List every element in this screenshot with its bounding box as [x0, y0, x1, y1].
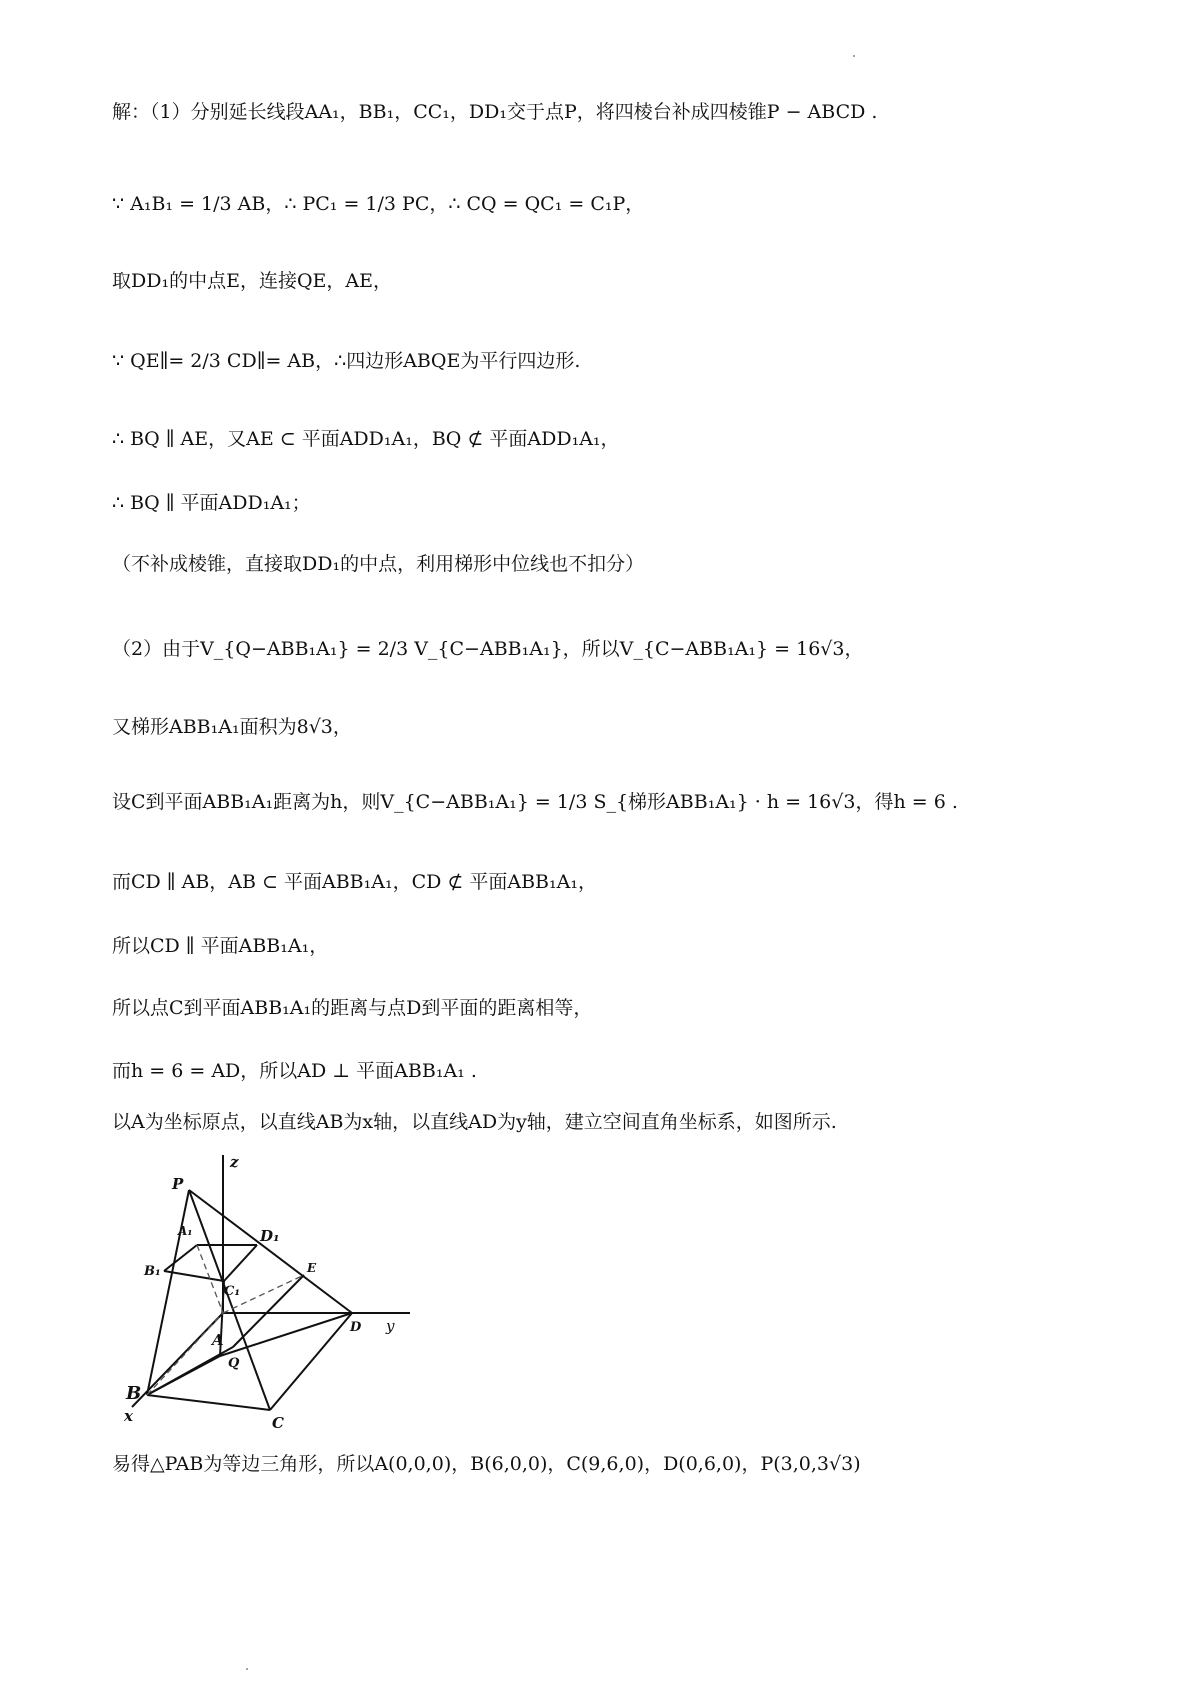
label-a: A: [212, 1331, 224, 1349]
label-p: P: [172, 1175, 184, 1193]
line-5: ∴ BQ ∥ AE，又AE ⊂ 平面ADD₁A₁，BQ ⊄ 平面ADD₁A₁，: [112, 428, 620, 450]
scan-speck: [246, 1668, 248, 1670]
line-10: 设C到平面ABB₁A₁距离为h，则V_{C−ABB₁A₁} = 1/3 S_{梯形ABB₁A₁} · h = 16√3，得h = 6 .: [112, 791, 958, 813]
line-2: ∵ A₁B₁ = 1/3 AB，∴ PC₁ = 1/3 PC，∴ CQ = QC₁ = C₁P，: [112, 193, 645, 215]
line-9: 又梯形ABB₁A₁面积为8√3，: [112, 716, 352, 738]
line-13: 所以点C到平面ABB₁A₁的距离与点D到平面的距离相等，: [112, 997, 593, 1019]
label-a1: A₁: [178, 1224, 193, 1238]
line-14: 而h = 6 = AD，所以AD ⊥ 平面ABB₁A₁ .: [112, 1060, 477, 1082]
scan-speck: [853, 55, 855, 57]
line-4: ∵ QE∥= 2/3 CD∥= AB，∴四边形ABQE为平行四边形.: [112, 350, 581, 372]
label-e: E: [307, 1261, 317, 1275]
label-q: Q: [228, 1356, 240, 1371]
line-6: ∴ BQ ∥ 平面ADD₁A₁；: [112, 492, 311, 514]
line-1: 解：（1）分别延长线段AA₁，BB₁，CC₁，DD₁交于点P，将四棱台补成四棱锥P − ABCD .: [112, 101, 878, 123]
label-c: C: [272, 1414, 284, 1432]
line-3: 取DD₁的中点E，连接QE，AE，: [112, 270, 392, 292]
label-x: x: [124, 1407, 133, 1425]
line-8: （2）由于V_{Q−ABB₁A₁} = 2/3 V_{C−ABB₁A₁}，所以V_{C−ABB₁A₁} = 16√3，: [112, 638, 864, 660]
label-z: z: [230, 1153, 239, 1171]
line-7: （不补成棱锥，直接取DD₁的中点，利用梯形中位线也不扣分）: [112, 553, 645, 575]
label-d: D: [350, 1320, 362, 1335]
label-b: B: [126, 1383, 142, 1404]
coordinate-figure: [112, 1145, 412, 1432]
label-b1: B₁: [144, 1264, 161, 1279]
label-c1: C₁: [224, 1284, 241, 1299]
line-11: 而CD ∥ AB，AB ⊂ 平面ABB₁A₁，CD ⊄ 平面ABB₁A₁，: [112, 871, 597, 893]
line-16: 易得△PAB为等边三角形，所以A(0,0,0)，B(6,0,0)，C(9,6,0)，D(0,6,0)，P(3,0,3√3): [112, 1453, 861, 1475]
label-y: y: [386, 1317, 395, 1335]
line-15: 以A为坐标原点，以直线AB为x轴，以直线AD为y轴，建立空间直角坐标系，如图所示.: [112, 1111, 837, 1133]
label-d1: D₁: [260, 1227, 280, 1245]
line-12: 所以CD ∥ 平面ABB₁A₁，: [112, 935, 329, 957]
